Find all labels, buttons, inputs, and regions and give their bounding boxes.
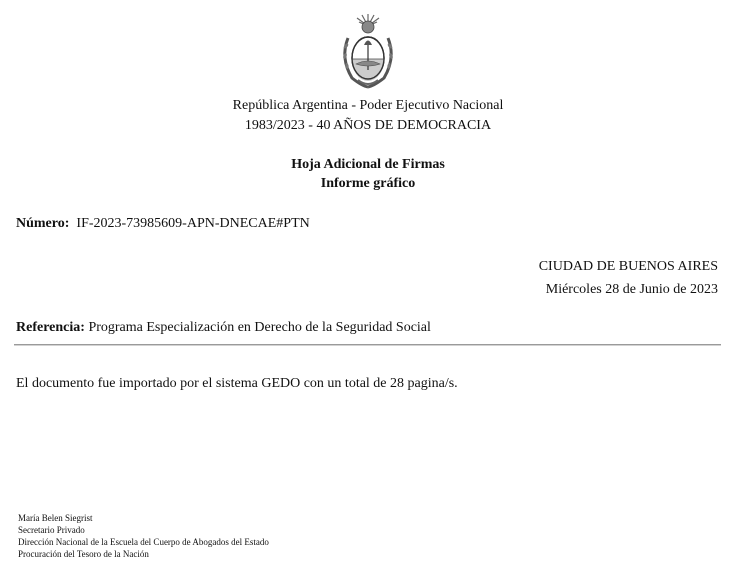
numero-value: IF-2023-73985609-APN-DNECAE#PTN — [76, 216, 310, 231]
body-text: El documento fue importado por el sistema GEDO con un total de 28 pagina/s. — [16, 376, 458, 391]
signer-position: Secretario Privado — [18, 525, 85, 535]
numero-label: Número: — [16, 216, 70, 231]
document-title: Hoja Adicional de Firmas — [291, 157, 445, 172]
coat-of-arms-icon — [336, 12, 400, 90]
divider — [14, 344, 721, 346]
numero-row — [16, 215, 310, 233]
city: CIUDAD DE BUENOS AIRES — [538, 259, 718, 274]
signer-block — [18, 512, 269, 560]
referencia-label: Referencia: — [16, 320, 85, 335]
signer-name: María Belen Siegrist — [18, 513, 93, 523]
referencia-row — [16, 319, 431, 337]
signer-organization: Procuración del Tesoro de la Nación — [18, 549, 149, 559]
header-anniversary-line: 1983/2023 - 40 AÑOS DE DEMOCRACIA — [244, 118, 492, 133]
referencia-value: Programa Especialización en Derecho de la Seguridad Social — [88, 320, 431, 335]
date: Miércoles 28 de Junio de 2023 — [545, 282, 718, 297]
signer-department: Dirección Nacional de la Escuela del Cuerpo de Abogados del Estado — [18, 537, 269, 547]
header-government-line: República Argentina - Poder Ejecutivo Nacional — [232, 98, 504, 113]
document-subtitle: Informe gráfico — [320, 176, 416, 191]
